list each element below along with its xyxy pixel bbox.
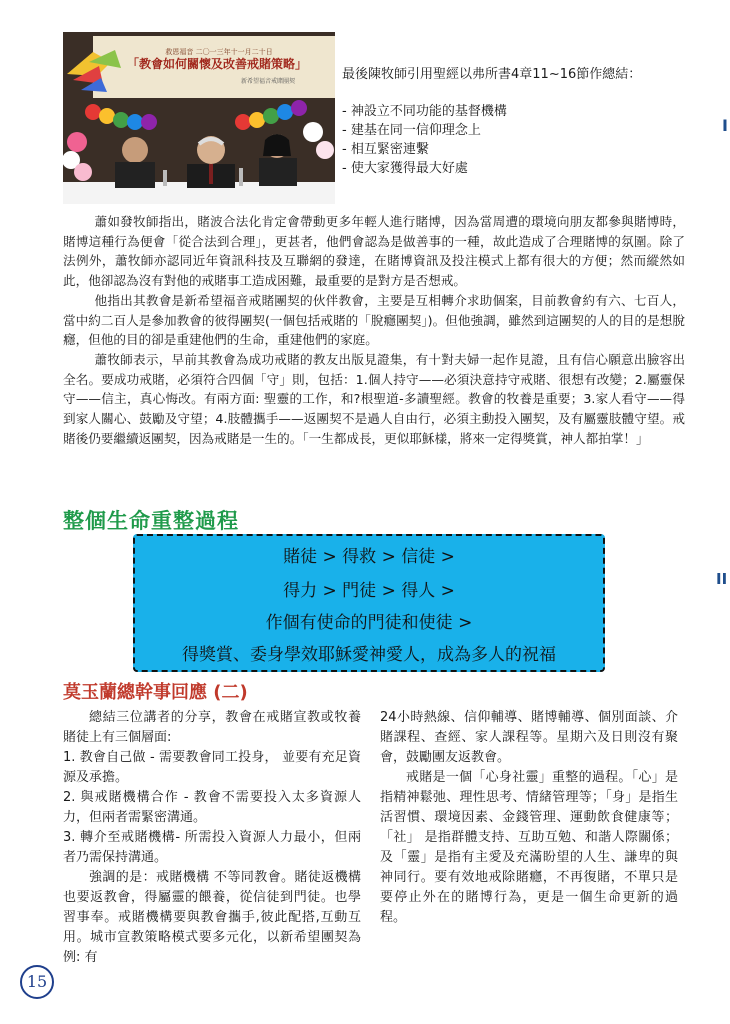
side-marker-1: I (722, 116, 728, 135)
summary-title: 最後陳牧師引用聖經以弗所書4章11~16節作總結： (342, 67, 642, 82)
left-paragraph-2: 1. 教會自己做 - 需要教會同工投身， 並要有充足資源及承擔。 (63, 750, 361, 785)
process-line-1: 賭徒 > 得救 > 信徒 > (283, 547, 455, 567)
summary-point: - 建基在同一信仰理念上 (342, 123, 481, 138)
page-number: 15 (20, 965, 54, 999)
left-paragraph-4: 3. 轉介至戒賭機構- 所需投入資源人力最小，但兩者乃需保持溝通。 (63, 830, 361, 865)
process-line-3: 作個有使命的門徒和使徒 > (265, 613, 473, 633)
process-box (133, 534, 605, 672)
event-photo (63, 32, 335, 204)
left-paragraph-3: 2. 與戒賭機構合作 - 教會不需要投入太多資源人力，但兩者需緊密溝通。 (63, 790, 361, 825)
right-paragraph-2: 戒賭是一個「心身社靈」重整的過程。「心」是指精神鬆弛、理性思考、情緒管理等；「身」是指生活習慣、環境因素、金錢管理、運動飲食健康等；「社」 是指群體支持、互助互勉、和諧人際關係；及「靈」是指有主愛及充滿盼望的人生、謙卑的與神同行。要有效地戒除賭癮，不再復賭，不單只是要停止外在的賭博行為，更是一個生命更新的過程。 (380, 770, 678, 925)
section-heading-response: 莫玉蘭總幹事回應 (二) (63, 682, 248, 703)
right-paragraph-1: 24小時熱線、信仰輔導、賭博輔導、個別面談、介賭課程、查經、家人課程等。星期六及日則沒有聚會，鼓勵團友返教會。 (380, 710, 678, 765)
summary-point: - 神設立不同功能的基督機構 (342, 104, 507, 119)
summary-point: - 使大家獲得最大好處 (342, 161, 468, 176)
article-body (63, 212, 685, 448)
right-column (380, 708, 678, 928)
left-paragraph-1: 總結三位講者的分享，教會在戒賭宣教或牧養賭徒上有三個層面: (63, 710, 361, 745)
body-paragraph-3: 蕭牧師表示，早前其教會為成功戒賭的教友出版見證集，有十對夫婦一起作見證，且有信心願意出臉容出全名。要成功戒賭，必須符合四個「守」則，包括：1.個人持守——必須決意持守戒賭、很想有改變；2.屬靈保守——信主，真心悔改。有兩方面: 聖靈的工作，和?根聖道-多讀聖經。教會的牧養是重要；3.家人看守——得到家人關心、鼓勵及守望；4.肢體攜手——返團契不是過人自由行，必須主動投入團契，及有屬靈肢體守望。戒賭後仍要繼續返團契，因為戒賭是一生的。「一生都成長，更似耶穌樣，將來一定得獎賞，神人都拍掌！」 (63, 351, 685, 446)
side-marker-2: II (716, 570, 728, 588)
left-column (63, 708, 361, 968)
section-heading-process: 整個生命重整過程 (63, 509, 239, 533)
summary-block (342, 66, 702, 178)
process-line-4: 得獎賞、委身學效耶穌愛神愛人，成為多人的祝福 (182, 645, 556, 665)
left-paragraph-5: 強調的是：戒賭機構 不等同教會。賭徒返機構也要返教會，得屬靈的餵養，從信徒到門徒。也學習事奉。戒賭機構要與教會攜手,彼此配搭,互動互用。城市宣教策略模式要多元化，以新希望團契為例: 有 (63, 870, 361, 965)
summary-list (342, 102, 702, 178)
banner-sub-text: 新希望福音戒賭團契 (240, 78, 295, 85)
body-paragraph-1: 蕭如發牧師指出，賭波合法化肯定會帶動更多年輕人進行賭博，因為當周遭的環境向朋友都參與賭博時，賭博這種行為便會「從合法到合理」，更甚者，他們會認為是做善事的一種，故此造成了合理賭博的氛圍。除了法例外，蕭牧師亦認同近年資訊科技及互聯網的發達，在賭博資訊及投注模式上都有很大的方便；然而縱然如此，他卻認為沒有對他的戒賭事工造成困難，最重要的是對方是否想戒。 (63, 214, 685, 289)
banner-title-text: 「教會如何關懷及改善戒賭策略」 (126, 57, 307, 71)
summary-point: - 相互緊密連繫 (342, 142, 429, 157)
banner-top-text: 救恩福音 二〇一三年十一月二十日 (165, 48, 273, 56)
body-paragraph-2: 他指出其教會是新希望福音戒賭團契的伙伴教會，主要是互相轉介求助個案，目前教會約有六、七百人，當中約二百人是參加教會的彼得團契(一個包括戒賭的「脫癮團契」)。但他強調，雖然到這團契的人的目的是想脫癮，但他的目的卻是重建他們的生命，重建他們的家庭。 (63, 292, 685, 348)
process-line-2: 得力 > 門徒 > 得人 > (283, 581, 455, 601)
